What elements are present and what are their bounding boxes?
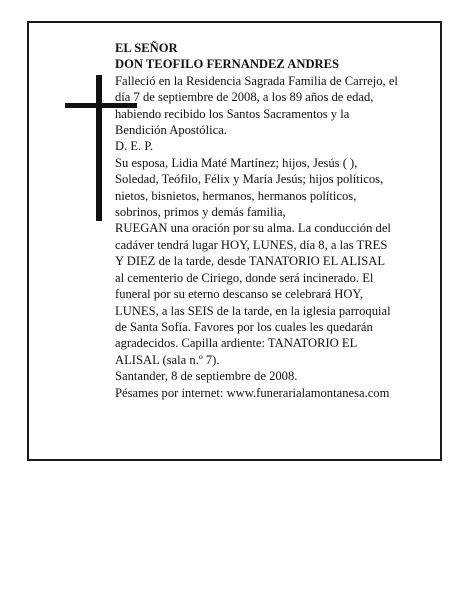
body-line: Soledad, Teófilo, Félix y María Jesús; hijos políticos, [115, 172, 384, 187]
body-line: Bendición Apostólica. [115, 123, 227, 138]
obituary-text [115, 40, 433, 401]
body-line: día 7 de septiembre de 2008, a los 89 años de edad, [115, 90, 374, 105]
place-date-line: Santander, 8 de septiembre de 2008. [115, 369, 298, 384]
condolences-line: Pésames por internet: www.funerarialamontanesa.com [115, 385, 390, 400]
body-line: sobrinos, primos y demás familia, [115, 205, 286, 220]
body-line: RUEGAN una oración por su alma. La conducción del [115, 221, 391, 236]
body-line: cadáver tendrá lugar HOY, LUNES, día 8, a las TRES [115, 237, 388, 252]
body-line: Falleció en la Residencia Sagrada Familia de Carrejo, el [115, 73, 398, 88]
body-line: funeral por su eterno descanso se celebrará HOY, [115, 287, 364, 302]
rip-line: D. E. P. [115, 139, 154, 154]
body-line: al cementerio de Ciriego, donde será incinerado. El [115, 270, 374, 285]
body-line: nietos, bisnietos, hermanos, hermanos políticos, [115, 188, 357, 203]
body-line: Y DIEZ de la tarde, desde TANATORIO EL ALISAL [115, 254, 386, 269]
title-honorific: EL SEÑOR [115, 41, 178, 55]
body-line: agradecidos. Capilla ardiente: TANATORIO EL [115, 336, 358, 351]
body-line: Su esposa, Lidia Maté Martínez; hijos, Jesús ( ), [115, 155, 358, 170]
body-line: LUNES, a las SEIS de la tarde, en la iglesia parroquial [115, 303, 391, 318]
body-line: de Santa Sofía. Favores por los cuales les quedarán [115, 319, 373, 334]
cross-vertical-bar [96, 75, 102, 221]
deceased-name: DON TEOFILO FERNANDEZ ANDRES [115, 57, 340, 72]
body-line: habiendo recibido los Santos Sacramentos y la [115, 106, 350, 121]
body-line: ALISAL (sala n.º 7). [115, 352, 220, 367]
